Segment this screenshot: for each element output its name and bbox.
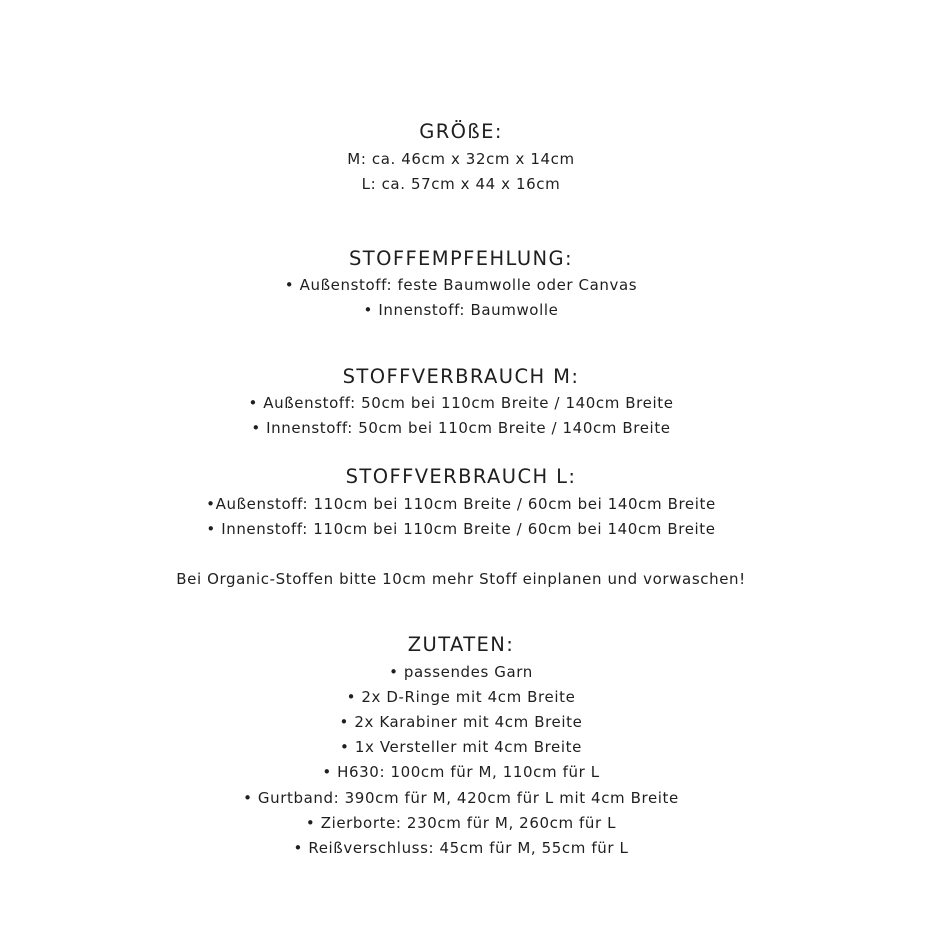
supplies-item-d-rings: • 2x D-Ringe mit 4cm Breite <box>346 688 576 706</box>
fabric-usage-l-outer: •Außenstoff: 110cm bei 110cm Breite / 60cm bei 140cm Breite <box>206 495 716 513</box>
supplies-item-adjuster: • 1x Versteller mit 4cm Breite <box>340 738 582 756</box>
size-line-m: M: ca. 46cm x 32cm x 14cm <box>347 150 575 168</box>
fabric-usage-l-inner: • Innenstoff: 110cm bei 110cm Breite / 60cm bei 140cm Breite <box>206 520 716 538</box>
supplies-item-webbing: • Gurtband: 390cm für M, 420cm für L mit 4cm Breite <box>243 789 679 807</box>
fabric-recommendation-heading: STOFFEMPFEHLUNG: <box>348 247 573 270</box>
supplies-item-carabiners: • 2x Karabiner mit 4cm Breite <box>339 713 583 731</box>
fabric-recommendation-outer: • Außenstoff: feste Baumwolle oder Canvas <box>284 276 638 294</box>
fabric-usage-l-heading: STOFFVERBRAUCH L: <box>345 465 577 488</box>
fabric-usage-m-inner: • Innenstoff: 50cm bei 110cm Breite / 140cm Breite <box>251 419 671 437</box>
organic-fabric-note: Bei Organic-Stoffen bitte 10cm mehr Stoff einplanen und vorwaschen! <box>176 570 746 588</box>
supplies-item-zipper: • Reißverschluss: 45cm für M, 55cm für L <box>293 839 629 857</box>
supplies-heading: ZUTATEN: <box>407 633 515 656</box>
size-heading: GRÖßE: <box>419 120 503 143</box>
supplies-item-h630: • H630: 100cm für M, 110cm für L <box>322 763 600 781</box>
supplies-item-trim: • Zierborte: 230cm für M, 260cm für L <box>305 814 617 832</box>
supplies-item-thread: • passendes Garn <box>389 663 533 681</box>
fabric-recommendation-inner: • Innenstoff: Baumwolle <box>363 301 559 319</box>
fabric-usage-m-heading: STOFFVERBRAUCH M: <box>342 365 580 388</box>
fabric-usage-m-outer: • Außenstoff: 50cm bei 110cm Breite / 140cm Breite <box>248 394 674 412</box>
size-line-l: L: ca. 57cm x 44 x 16cm <box>361 175 561 193</box>
